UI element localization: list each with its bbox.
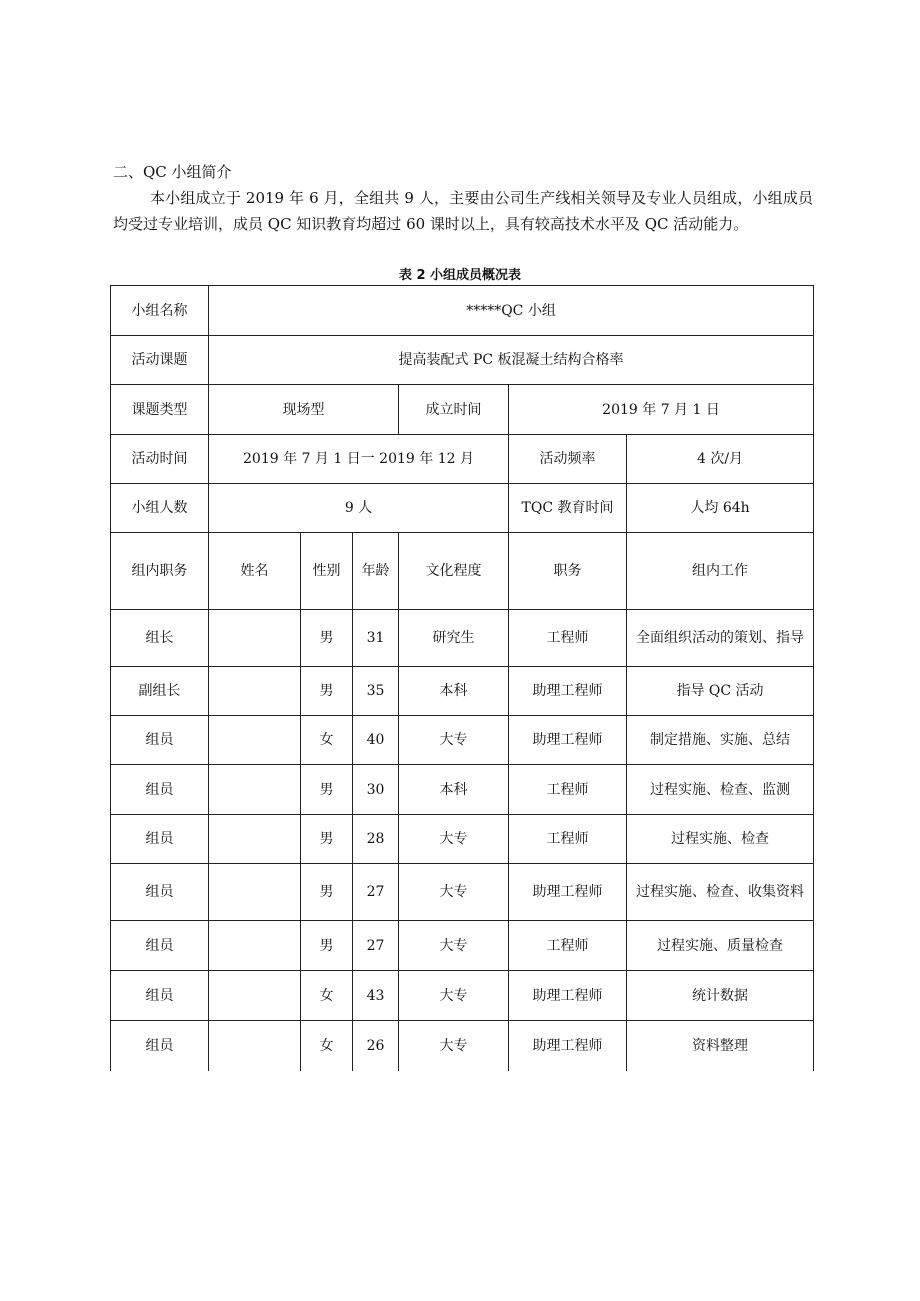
- header-row: [111, 533, 814, 610]
- row-work: 全面组织活动的策划、指导: [627, 610, 814, 667]
- topic-value: 提高装配式 PC 板混凝土结构合格率: [209, 336, 814, 385]
- section-heading: 二、QC 小组简介: [113, 163, 232, 181]
- founded-value: 2019 年 7 月 1 日: [509, 385, 814, 435]
- row-education: 大专: [399, 971, 509, 1021]
- tqc-label: TQC 教育时间: [509, 484, 627, 533]
- topic-label: 活动课题: [111, 336, 209, 385]
- row-age: 43: [353, 971, 399, 1021]
- row-gender: 女: [301, 971, 353, 1021]
- row-name: [209, 864, 301, 921]
- row-role: 组员: [111, 921, 209, 971]
- row-education: 大专: [399, 815, 509, 864]
- table-row: [111, 610, 814, 667]
- row-name: [209, 921, 301, 971]
- group-name-value: *****QC 小组: [209, 286, 814, 336]
- row-gender: 男: [301, 864, 353, 921]
- table-row: [111, 667, 814, 716]
- row-work: 资料整理: [627, 1021, 814, 1071]
- row-work: 过程实施、检查、收集资料: [627, 864, 814, 921]
- row-gender: 男: [301, 610, 353, 667]
- count-value: 9 人: [209, 484, 509, 533]
- row-age: 26: [353, 1021, 399, 1071]
- founded-label: 成立时间: [399, 385, 509, 435]
- frequency-value: 4 次/月: [627, 435, 814, 484]
- header-work: 组内工作: [627, 533, 814, 610]
- count-row: [111, 484, 814, 533]
- row-gender: 女: [301, 1021, 353, 1071]
- row-education: 大专: [399, 864, 509, 921]
- topic-type-label: 课题类型: [111, 385, 209, 435]
- row-title: 工程师: [509, 921, 627, 971]
- row-age: 31: [353, 610, 399, 667]
- row-age: 35: [353, 667, 399, 716]
- row-title: 助理工程师: [509, 1021, 627, 1071]
- row-gender: 女: [301, 716, 353, 765]
- row-education: 研究生: [399, 610, 509, 667]
- topic-type-value: 现场型: [209, 385, 399, 435]
- row-title: 助理工程师: [509, 716, 627, 765]
- row-age: 27: [353, 921, 399, 971]
- header-education: 文化程度: [399, 533, 509, 610]
- row-role: 组员: [111, 971, 209, 1021]
- table-row: [111, 1021, 814, 1071]
- row-gender: 男: [301, 921, 353, 971]
- row-name: [209, 971, 301, 1021]
- row-title: 助理工程师: [509, 667, 627, 716]
- row-role: 组员: [111, 864, 209, 921]
- topic-type-row: [111, 385, 814, 435]
- row-name: [209, 1021, 301, 1071]
- row-work: 过程实施、质量检查: [627, 921, 814, 971]
- row-title: 工程师: [509, 765, 627, 815]
- row-name: [209, 815, 301, 864]
- table-caption: 表 2 小组成员概况表: [398, 268, 522, 283]
- frequency-label: 活动频率: [509, 435, 627, 484]
- row-age: 27: [353, 864, 399, 921]
- table-row: [111, 815, 814, 864]
- row-age: 40: [353, 716, 399, 765]
- table-row: [111, 921, 814, 971]
- row-work: 制定措施、实施、总结: [627, 716, 814, 765]
- row-age: 28: [353, 815, 399, 864]
- row-name: [209, 716, 301, 765]
- header-age: 年龄: [353, 533, 399, 610]
- row-education: 大专: [399, 1021, 509, 1071]
- table-row: [111, 864, 814, 921]
- row-title: 助理工程师: [509, 971, 627, 1021]
- activity-time-row: [111, 435, 814, 484]
- row-name: [209, 667, 301, 716]
- row-work: 统计数据: [627, 971, 814, 1021]
- row-gender: 男: [301, 667, 353, 716]
- activity-time-label: 活动时间: [111, 435, 209, 484]
- activity-time-value: 2019 年 7 月 1 日一 2019 年 12 月: [209, 435, 509, 484]
- table-row: [111, 765, 814, 815]
- group-name-label: 小组名称: [111, 286, 209, 336]
- row-education: 本科: [399, 765, 509, 815]
- group-name-row: [111, 286, 814, 336]
- row-title: 工程师: [509, 815, 627, 864]
- section-paragraph: 本小组成立于 2019 年 6 月，全组共 9 人，主要由公司生产线相关领导及专业人员组成，小组成员均受过专业培训，成员 QC 知识教育均超过 60 课时以上，具有较高技术水平及 QC 活动能力。: [113, 189, 813, 233]
- row-role: 组员: [111, 1021, 209, 1071]
- row-education: 大专: [399, 716, 509, 765]
- row-work: 过程实施、检查、监测: [627, 765, 814, 815]
- row-title: 工程师: [509, 610, 627, 667]
- table-row: [111, 971, 814, 1021]
- row-education: 本科: [399, 667, 509, 716]
- row-gender: 男: [301, 765, 353, 815]
- row-title: 助理工程师: [509, 864, 627, 921]
- row-role: 组员: [111, 765, 209, 815]
- member-table: [110, 285, 814, 1071]
- count-label: 小组人数: [111, 484, 209, 533]
- row-role: 组员: [111, 815, 209, 864]
- row-role: 组员: [111, 716, 209, 765]
- row-role: 副组长: [111, 667, 209, 716]
- table-row: [111, 716, 814, 765]
- header-role: 组内职务: [111, 533, 209, 610]
- row-work: 指导 QC 活动: [627, 667, 814, 716]
- row-name: [209, 610, 301, 667]
- row-age: 30: [353, 765, 399, 815]
- header-gender: 性别: [301, 533, 353, 610]
- header-title: 职务: [509, 533, 627, 610]
- header-name: 姓名: [209, 533, 301, 610]
- row-work: 过程实施、检查: [627, 815, 814, 864]
- topic-row: [111, 336, 814, 385]
- row-role: 组长: [111, 610, 209, 667]
- row-education: 大专: [399, 921, 509, 971]
- row-name: [209, 765, 301, 815]
- row-gender: 男: [301, 815, 353, 864]
- tqc-value: 人均 64h: [627, 484, 814, 533]
